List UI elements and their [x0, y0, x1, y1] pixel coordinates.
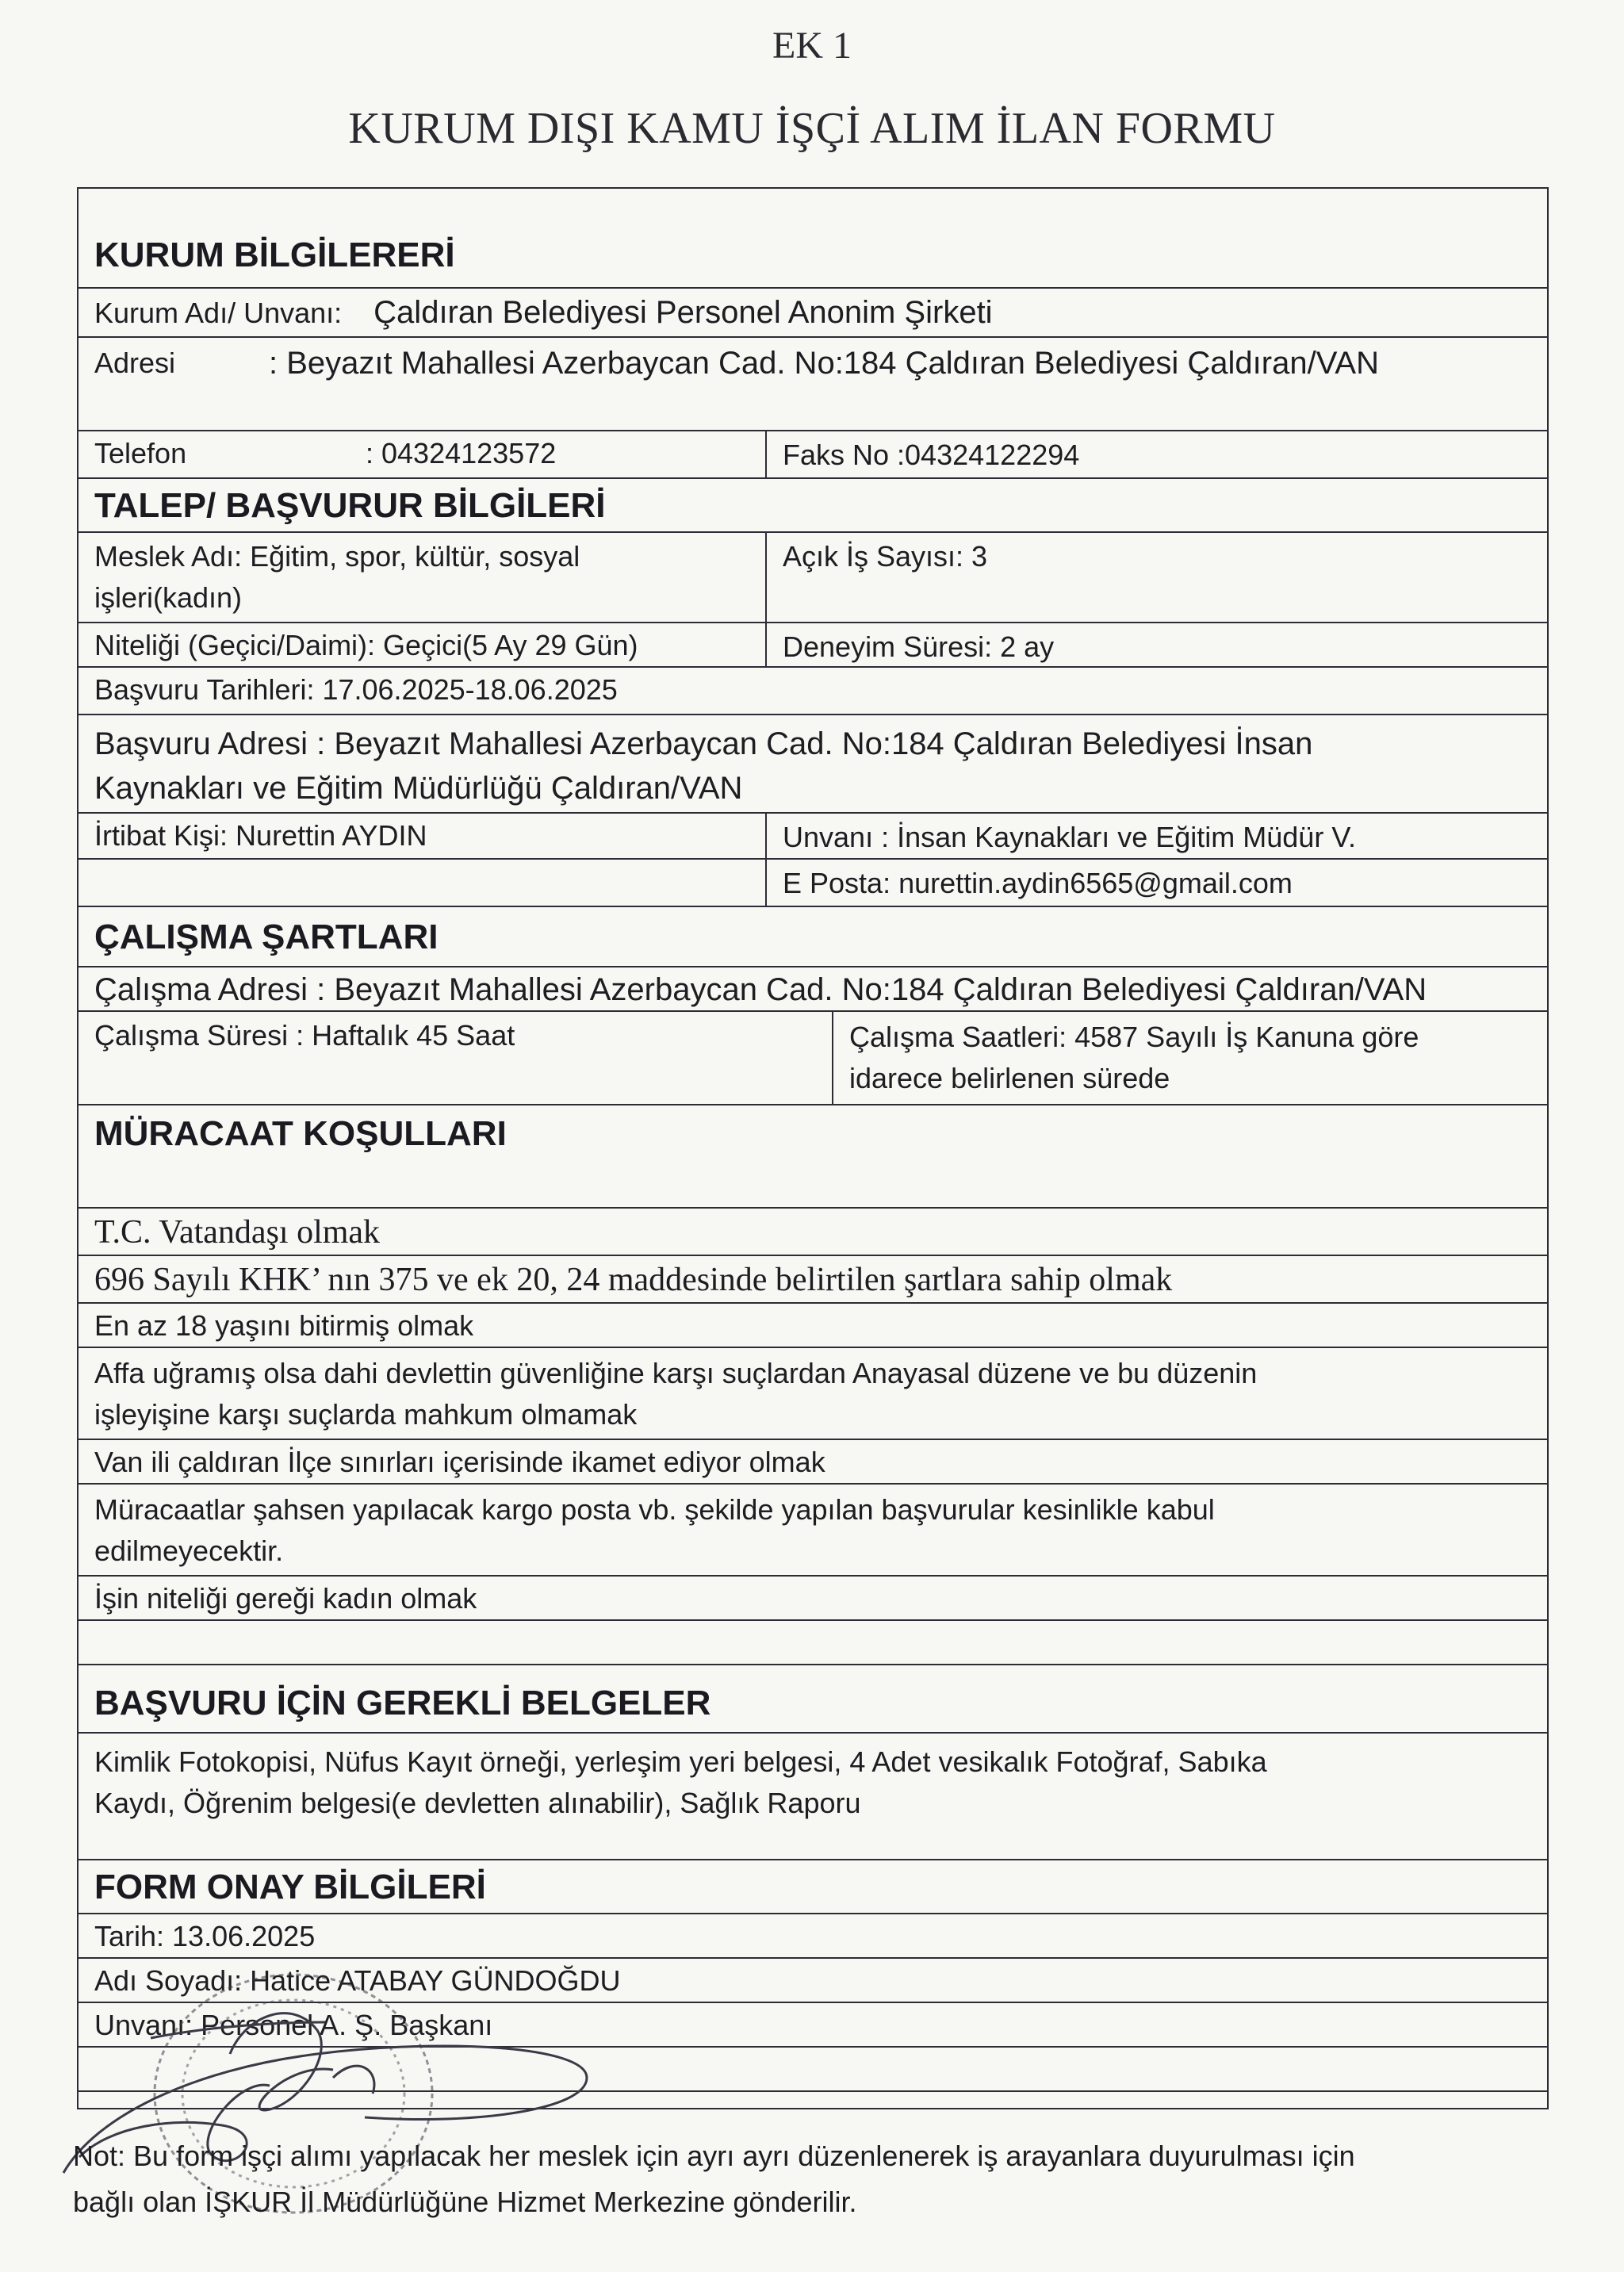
meslek-line2: işleri(kadın) [94, 581, 243, 614]
form-table [77, 187, 1549, 2109]
calisma-sure-row [79, 1012, 1547, 1105]
calisma-saatleri-line1: Çalışma Saatleri: 4587 Sayılı İş Kanuna göre [849, 1021, 1419, 1053]
kosul-row-5 [79, 1440, 1547, 1485]
annex-label: EK 1 [772, 25, 852, 67]
faks-value: Faks No :04324122294 [783, 439, 1080, 471]
footer-note-line2: bağlı olan İŞKUR İl Müdürlüğüne Hizmet Merkezine gönderilir. [73, 2186, 857, 2218]
belgeler-row [79, 1734, 1547, 1860]
acik-is-sayisi: Açık İş Sayısı: 3 [783, 540, 988, 573]
kosul-2: 696 Sayılı KHK’ nın 375 ve ek 20, 24 maddesinde belirtilen şartlara sahip olmak [94, 1262, 1173, 1298]
belgeler-line1: Kimlik Fotokopisi, Nüfus Kayıt örneği, yerleşim yeri belgesi, 4 Adet vesikalık Fotoğraf, Sabıka [94, 1745, 1267, 1778]
kosul-7: İşin niteliği gereği kadın olmak [94, 1582, 477, 1615]
onay-tarih: Tarih: 13.06.2025 [94, 1920, 316, 1952]
kosul-row-empty [79, 1621, 1547, 1665]
calisma-adres-row [79, 967, 1547, 1012]
irtibat-kisi: İrtibat Kişi: Nurettin AYDIN [94, 819, 427, 852]
kosul-1: T.C. Vatandaşı olmak [94, 1214, 381, 1251]
talep-meslek-row [79, 533, 1547, 623]
meslek-line1: Meslek Adı: Eğitim, spor, kültür, sosyal [94, 540, 580, 573]
kosul-6-line1: Müracaatlar şahsen yapılacak kargo posta vb. şekilde yapılan başvurular kesinlikle kabul [94, 1493, 1215, 1526]
kosul-4-line1: Affa uğramış olsa dahi devlettin güvenliğine karşı suçlardan Anayasal düzene ve bu düzenin [94, 1357, 1258, 1389]
deneyim-suresi: Deneyim Süresi: 2 ay [783, 630, 1055, 663]
kurum-ad-label: Kurum Adı/ Unvanı: [94, 297, 343, 329]
kosul-5: Van ili çaldıran İlçe sınırları içerisinde ikamet ediyor olmak [94, 1446, 825, 1478]
calisma-suresi: Çalışma Süresi : Haftalık 45 Saat [94, 1019, 515, 1052]
talep-nitelik-row [79, 623, 1547, 668]
kurum-telefon-row [79, 431, 1547, 479]
irtibat-row [79, 814, 1547, 860]
kosul-row-7 [79, 1577, 1547, 1621]
eposta-row [79, 860, 1547, 907]
kurum-section-header [79, 189, 1547, 289]
kosul-row-4 [79, 1348, 1547, 1440]
talep-section-title: TALEP/ BAŞVURUR BİLGİLERİ [94, 486, 606, 525]
belgeler-line2: Kaydı, Öğrenim belgesi(e devletten alınabilir), Sağlık Raporu [94, 1787, 861, 1819]
kurum-adres-row [79, 338, 1547, 431]
kurum-adres-label: Adresi [94, 347, 176, 379]
footer-note-line1: Not: Bu form işçi alımı yapılacak her meslek için ayrı ayrı düzenlenerek iş arayanlara duyurulması için [73, 2140, 1355, 2172]
kosul-row-3 [79, 1304, 1547, 1348]
form-title: KURUM DIŞI KAMU İŞÇİ ALIM İLAN FORMU [348, 104, 1276, 153]
calisma-adresi: Çalışma Adresi : Beyazıt Mahallesi Azerbaycan Cad. No:184 Çaldıran Belediyesi Çaldıran/VAN [94, 972, 1427, 1007]
telefon-label: Telefon [94, 437, 187, 469]
telefon-value: : 04324123572 [366, 437, 557, 469]
irtibat-unvan: Unvanı : İnsan Kaynakları ve Eğitim Müdür V. [783, 821, 1357, 853]
kosul-row-6 [79, 1485, 1547, 1577]
kosul-row-1 [79, 1209, 1547, 1256]
calisma-saatleri-line2: idarece belirlenen sürede [849, 1062, 1170, 1094]
kurum-ad-row [79, 289, 1547, 338]
muracaat-section-title: MÜRACAAT KOŞULLARI [94, 1114, 507, 1153]
onay-section-header [79, 1860, 1547, 1914]
kurum-ad-value: Çaldıran Belediyesi Personel Anonim Şirketi [373, 295, 993, 330]
basvuru-tarihleri: Başvuru Tarihleri: 17.06.2025-18.06.2025 [94, 673, 618, 706]
kosul-6-line2: edilmeyecektir. [94, 1534, 284, 1567]
belgeler-section-title: BAŞVURU İÇİN GEREKLİ BELGELER [94, 1684, 711, 1722]
footer-note [73, 2133, 1564, 2225]
onay-unvan: Unvanı: Personel A. Ş. Başkanı [94, 2009, 493, 2041]
belgeler-section-header [79, 1665, 1547, 1734]
kosul-row-2 [79, 1256, 1547, 1304]
basvuru-tarihleri-row [79, 668, 1547, 715]
talep-section-header [79, 479, 1547, 533]
eposta: E Posta: nurettin.aydin6565@gmail.com [783, 867, 1293, 899]
kurum-adres-value: : Beyazıt Mahallesi Azerbaycan Cad. No:184 Çaldıran Belediyesi Çaldıran/VAN [269, 346, 1379, 381]
basvuru-adresi-line2: Kaynakları ve Eğitim Müdürlüğü Çaldıran/VAN [94, 771, 743, 806]
kosul-4-line2: işleyişine karşı suçlarda mahkum olmamak [94, 1398, 638, 1431]
onay-adsoyad: Adı Soyadı: Hatice ATABAY GÜNDOĞDU [94, 1964, 621, 1997]
basvuru-adresi-line1: Başvuru Adresi : Beyazıt Mahallesi Azerbaycan Cad. No:184 Çaldıran Belediyesi İnsan [94, 726, 1313, 761]
basvuru-adresi-row [79, 715, 1547, 814]
kurum-section-title: KURUM BİLGİLERERİ [94, 236, 455, 274]
kosul-3: En az 18 yaşını bitirmiş olmak [94, 1309, 474, 1342]
nitelik: Niteliği (Geçici/Daimi): Geçici(5 Ay 29 Gün) [94, 629, 638, 661]
muracaat-section-header [79, 1105, 1547, 1209]
onay-section-title: FORM ONAY BİLGİLERİ [94, 1868, 486, 1906]
calisma-section-title: ÇALIŞMA ŞARTLARI [94, 918, 439, 956]
calisma-section-header [79, 907, 1547, 967]
